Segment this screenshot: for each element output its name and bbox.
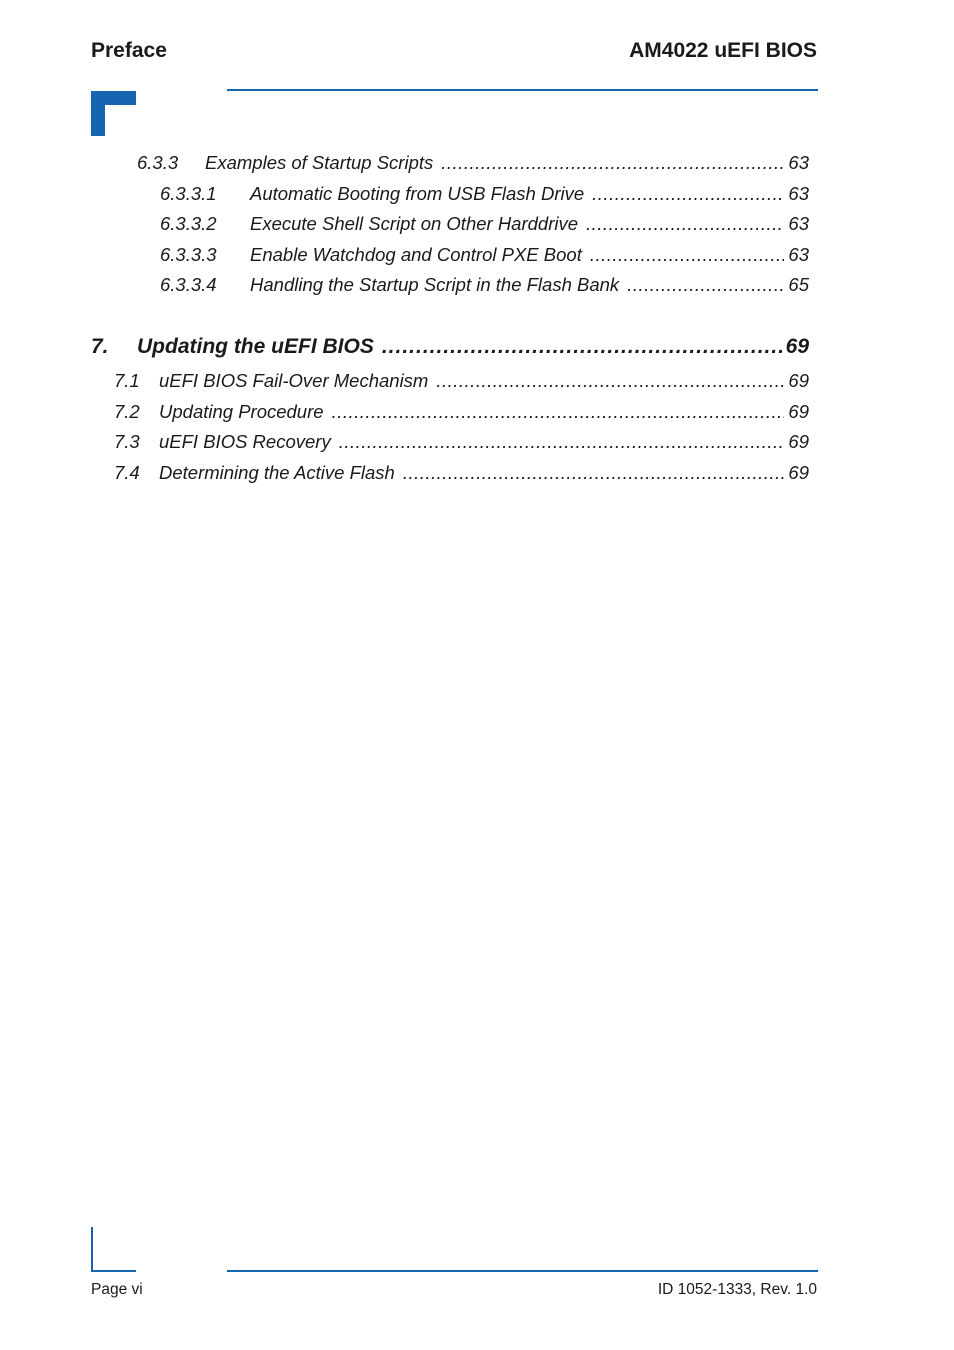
toc-entry-title: Handling the Startup Script in the Flash Bank — [250, 274, 620, 295]
toc-entry-title: Enable Watchdog and Control PXE Boot — [250, 244, 582, 265]
footer-rule — [227, 1270, 818, 1272]
toc-entry-number: 7. — [91, 335, 109, 358]
toc-chapter-entry[interactable] — [0, 335, 809, 363]
toc-entry-page: 63 — [788, 183, 809, 204]
footer-document-id: ID 1052-1333, Rev. 1.0 — [657, 1281, 817, 1298]
toc-entry-number: 6.3.3 — [137, 152, 179, 173]
toc-entry-page: 69 — [788, 370, 809, 391]
toc-entry[interactable] — [0, 152, 809, 176]
toc-entry-title: Examples of Startup Scripts — [205, 152, 434, 173]
toc-entry[interactable] — [0, 370, 809, 394]
toc-entry-number: 6.3.3.3 — [160, 244, 217, 265]
corner-mark-vertical — [91, 91, 105, 136]
toc-entry-page: 63 — [788, 244, 809, 265]
toc-leader-dots — [436, 370, 784, 392]
toc-leader-dots — [592, 183, 784, 205]
toc-entry[interactable] — [0, 401, 809, 425]
toc-entry[interactable] — [0, 183, 809, 207]
toc-entry-title: Automatic Booting from USB Flash Drive — [250, 183, 585, 204]
toc-entry[interactable] — [0, 213, 809, 237]
footer-page-number: Page vi — [91, 1281, 143, 1298]
toc-entry-page: 69 — [788, 401, 809, 422]
toc-entry-title: uEFI BIOS Recovery — [159, 431, 331, 452]
toc-entry-number: 6.3.3.4 — [160, 274, 217, 295]
toc-entry[interactable] — [0, 431, 809, 455]
header-section-title: Preface — [91, 39, 167, 62]
toc-leader-dots — [627, 274, 784, 296]
toc-entry-title: Determining the Active Flash — [159, 462, 395, 483]
toc-entry-title: Execute Shell Script on Other Harddrive — [250, 213, 579, 234]
toc-leader-dots — [590, 244, 785, 266]
toc-entry-number: 7.2 — [114, 401, 140, 422]
toc-leader-dots — [339, 431, 785, 453]
toc-leader-dots — [441, 152, 784, 174]
toc-entry-number: 7.1 — [114, 370, 140, 391]
header-rule — [227, 89, 818, 91]
toc-entry-number: 7.4 — [114, 462, 140, 483]
toc-entry-page: 65 — [788, 274, 809, 295]
toc-entry[interactable] — [0, 244, 809, 268]
toc-entry-page: 69 — [788, 462, 809, 483]
toc-leader-dots — [332, 401, 785, 423]
toc-entry-page: 69 — [785, 335, 809, 358]
toc-leader-dots — [403, 462, 785, 484]
toc-leader-dots — [382, 335, 782, 359]
toc-leader-dots — [586, 213, 784, 235]
header-document-title: AM4022 uEFI BIOS — [629, 39, 817, 62]
footer-corner-vertical — [91, 1227, 93, 1272]
toc-entry-number: 6.3.3.2 — [160, 213, 217, 234]
toc-entry[interactable] — [0, 274, 809, 298]
toc-entry-title: Updating the uEFI BIOS — [137, 335, 374, 358]
toc-entry-page: 63 — [788, 213, 809, 234]
toc-entry-number: 7.3 — [114, 431, 140, 452]
toc-entry-title: uEFI BIOS Fail-Over Mechanism — [159, 370, 429, 391]
toc-entry-title: Updating Procedure — [159, 401, 324, 422]
toc-entry-number: 6.3.3.1 — [160, 183, 217, 204]
toc-entry-page: 63 — [788, 152, 809, 173]
toc-entry-page: 69 — [788, 431, 809, 452]
toc-entry[interactable] — [0, 462, 809, 486]
footer-corner-horizontal — [91, 1270, 136, 1272]
